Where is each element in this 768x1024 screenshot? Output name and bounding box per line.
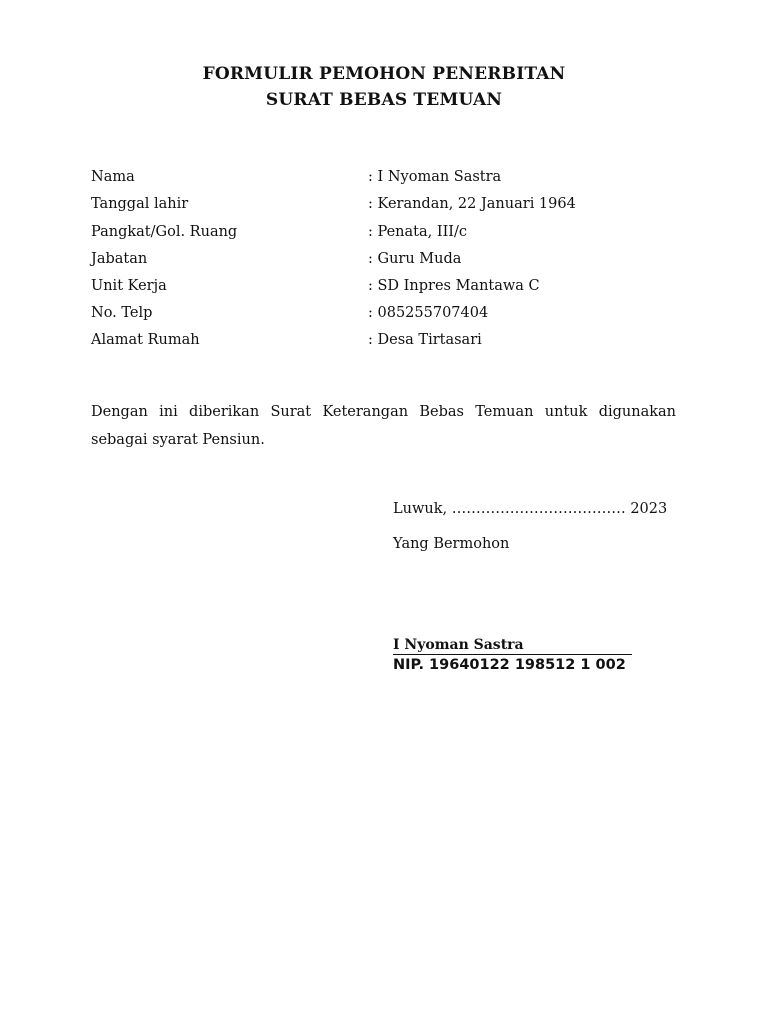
field-row-pangkat [91,224,691,246]
field-value: : 085255707404 [368,305,489,321]
field-label: Tanggal lahir [91,196,189,212]
signature-role: Yang Bermohon [393,536,510,552]
field-value: : Desa Tirtasari [368,332,482,348]
field-label: No. Telp [91,305,153,321]
field-row-unit-kerja [91,278,691,300]
field-row-jabatan [91,251,691,273]
form-title-line-1: FORMULIR PEMOHON PENERBITAN [202,64,566,84]
signature-place-date: Luwuk, ……………………………… 2023 [393,501,668,517]
field-label: Jabatan [91,251,148,267]
field-label: Pangkat/Gol. Ruang [91,224,238,240]
signature-name: I Nyoman Sastra [393,637,632,655]
form-title-line-2: SURAT BEBAS TEMUAN [265,90,503,110]
field-value: : Penata, III/c [368,224,468,240]
field-label: Unit Kerja [91,278,167,294]
field-value: : Guru Muda [368,251,462,267]
field-row-alamat-rumah [91,332,691,354]
field-row-tanggal-lahir [91,196,691,218]
field-label: Nama [91,169,135,185]
signature-nip: NIP. 19640122 198512 1 002 [393,657,626,673]
statement-paragraph: Dengan ini diberikan Surat Keterangan Bebas Temuan untuk digunakan sebagai syarat Pensiun. [91,404,676,448]
field-row-nama [91,169,691,191]
field-value: : I Nyoman Sastra [368,169,502,185]
field-label: Alamat Rumah [91,332,200,348]
field-value: : SD Inpres Mantawa C [368,278,540,294]
field-value: : Kerandan, 22 Januari 1964 [368,196,576,212]
field-row-no-telp [91,305,691,327]
